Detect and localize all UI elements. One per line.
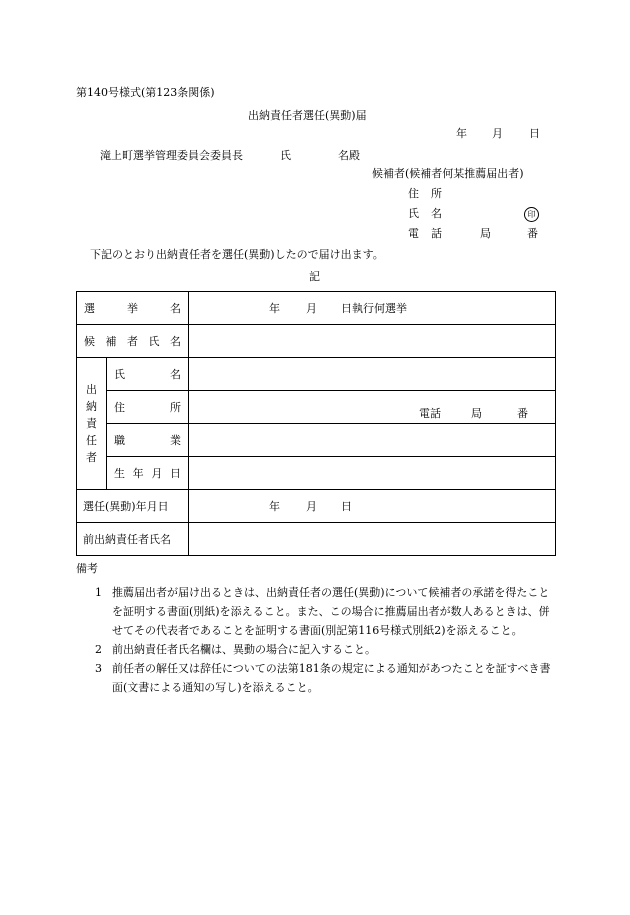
note-text: 推薦届出者が届け出るときは、出納責任者の選任(異動)について候補者の承諾を得たことを証明する書面(別紙)を添えること。また、この場合に推薦届出者が数人あるときは、併せてその代表者であることを証明する書面(別記第116号様式別紙2)を添えること。	[112, 586, 550, 637]
treasurer-birth-label	[107, 465, 188, 481]
submitter-address-label-1: 住	[408, 187, 419, 200]
candidate-label-cell	[77, 325, 189, 358]
note-text: 前任者の解任又は辞任についての法第181条の規定による通知があつたことを証すべき書面(文書による通知の写し)を添えること。	[112, 662, 551, 694]
candidate-label-char: 名	[170, 335, 181, 348]
form-table	[76, 291, 556, 556]
label-char: 氏	[114, 368, 125, 381]
election-value-field[interactable]	[189, 292, 556, 325]
treasurer-occupation-label-cell	[107, 424, 189, 457]
election-day-text: 日執行何選挙	[341, 302, 407, 315]
note-item	[76, 659, 556, 697]
election-label	[77, 300, 188, 316]
treasurer-group-label	[77, 358, 107, 490]
submitter-role: 候補者(候補者何某推薦届出者)	[372, 167, 524, 180]
address-phone-office: 局	[471, 407, 482, 420]
treasurer-name-label	[107, 366, 188, 382]
appointment-year: 年	[269, 500, 280, 513]
label-char: 年	[132, 467, 144, 480]
date-year: 年	[456, 127, 467, 140]
candidate-label-char: 者	[127, 335, 138, 348]
label-char: 業	[170, 434, 181, 447]
treasurer-group-char: 納	[86, 400, 97, 413]
election-year: 年	[269, 302, 280, 315]
document-title: 出納責任者選任(異動)届	[248, 109, 367, 122]
row-candidate	[77, 325, 556, 358]
treasurer-group-char: 任	[86, 434, 97, 447]
note-number: 3	[95, 662, 102, 675]
candidate-label	[77, 333, 188, 349]
former-label-cell	[77, 523, 189, 556]
submitter-phone-office: 局	[480, 227, 491, 240]
row-former-treasurer	[77, 523, 556, 556]
candidate-label-char: 補	[105, 335, 117, 348]
label-char: 日	[169, 467, 181, 480]
note-item	[76, 640, 556, 659]
appointment-date-field[interactable]	[189, 490, 556, 523]
election-month: 月	[306, 302, 317, 315]
note-number: 2	[95, 643, 102, 656]
address-phone-number: 番	[517, 407, 528, 420]
label-char: 名	[170, 368, 181, 381]
appointment-month: 月	[306, 500, 317, 513]
form-number: 第140号様式(第123条関係)	[76, 86, 215, 99]
notes-heading: 備考	[76, 562, 98, 575]
row-treasurer-occupation	[77, 424, 556, 457]
election-label-char: 名	[170, 302, 181, 315]
treasurer-birth-field[interactable]	[189, 457, 556, 490]
candidate-label-char: 候	[84, 335, 95, 348]
former-treasurer-field[interactable]	[189, 523, 556, 556]
treasurer-address-label	[107, 399, 188, 415]
treasurer-occupation-label	[107, 432, 188, 448]
submitter-name-label-1: 氏	[408, 207, 419, 220]
row-election	[77, 292, 556, 325]
notes-section	[76, 560, 556, 697]
label-char: 職	[114, 434, 125, 447]
appointment-label-cell	[77, 490, 189, 523]
addressee-honorific-2: 名殿	[338, 149, 360, 162]
note-number: 1	[95, 586, 102, 599]
note-text: 前出納責任者氏名欄は、異動の場合に記入すること。	[112, 643, 376, 656]
appointment-label: 選任(異動)年月日	[83, 500, 169, 513]
date-day: 日	[529, 127, 540, 140]
treasurer-address-field[interactable]	[189, 391, 556, 424]
seal-icon: 印	[524, 207, 539, 222]
treasurer-group-char: 者	[86, 451, 97, 464]
address-phone-label: 電話	[419, 407, 441, 420]
date-month: 月	[492, 127, 503, 140]
appointment-day: 日	[341, 500, 352, 513]
row-treasurer-address	[77, 391, 556, 424]
submitter-phone-number: 番	[527, 227, 538, 240]
treasurer-name-label-cell	[107, 358, 189, 391]
election-label-char: 挙	[127, 302, 138, 315]
ki-heading: 記	[309, 270, 320, 283]
candidate-name-field[interactable]	[189, 325, 556, 358]
submitter-phone-label-2: 話	[431, 227, 442, 240]
intro-text: 下記のとおり出納責任者を選任(異動)したので届け出ます。	[90, 248, 384, 261]
row-treasurer-birth	[77, 457, 556, 490]
treasurer-group-char: 出	[86, 383, 97, 396]
label-char: 所	[170, 401, 181, 414]
label-char: 月	[151, 467, 163, 480]
label-char: 住	[114, 401, 125, 414]
former-label: 前出納責任者氏名	[83, 533, 171, 546]
note-item	[76, 583, 556, 640]
treasurer-address-label-cell	[107, 391, 189, 424]
submitter-name-label-2: 名	[431, 207, 442, 220]
election-label-cell	[77, 292, 189, 325]
addressee-honorific-1: 氏	[280, 149, 291, 162]
treasurer-occupation-field[interactable]	[189, 424, 556, 457]
submitter-phone-label-1: 電	[408, 227, 419, 240]
addressee-org: 滝上町選挙管理委員会委員長	[100, 149, 243, 162]
treasurer-birth-label-cell	[107, 457, 189, 490]
candidate-label-char: 氏	[148, 335, 160, 348]
row-appointment-date	[77, 490, 556, 523]
treasurer-group-char: 責	[86, 417, 97, 430]
treasurer-name-field[interactable]	[189, 358, 556, 391]
submitter-address-label-2: 所	[431, 187, 442, 200]
row-treasurer-name	[77, 358, 556, 391]
label-char: 生	[114, 467, 125, 480]
election-label-char: 選	[84, 302, 95, 315]
